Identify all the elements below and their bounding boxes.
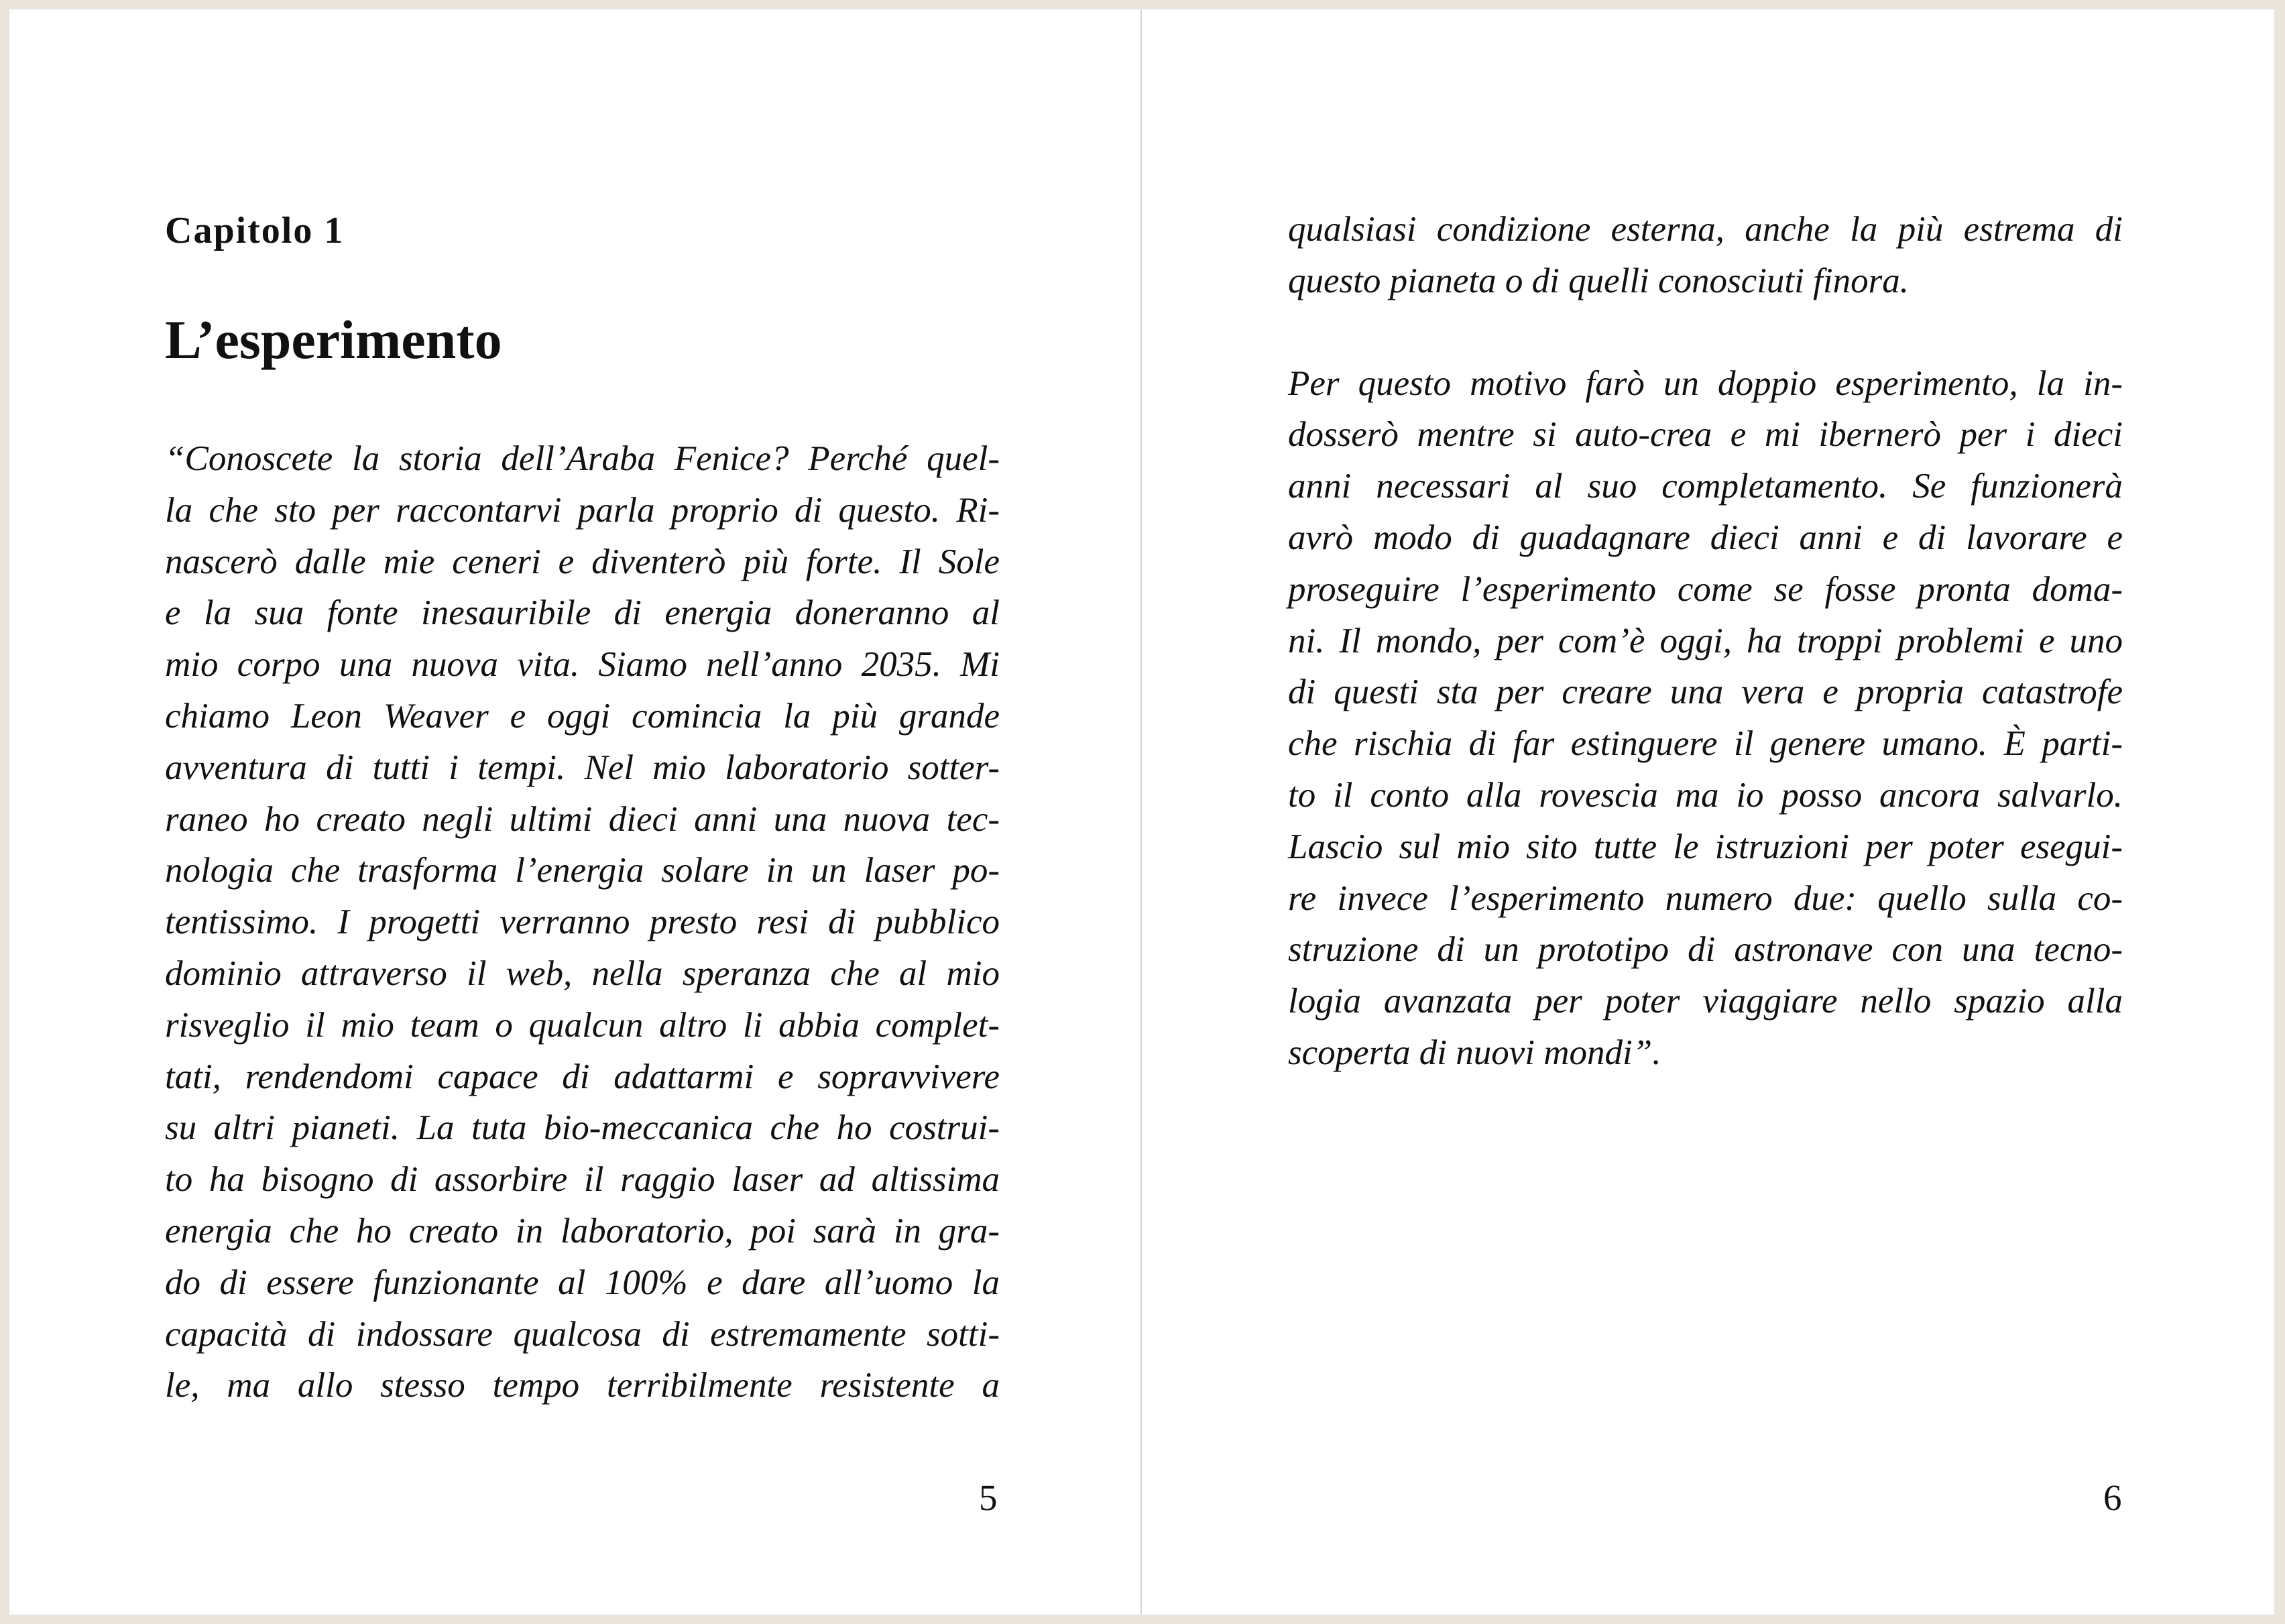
page-number: 5 <box>979 1477 998 1518</box>
text-line: dosserò mentre si auto-crea e mi ibernerò per i dieci <box>1288 415 2123 455</box>
text-line: avventura di tutti i tempi. Nel mio laboratorio sotter- <box>165 748 1000 787</box>
text-line: dominio attraverso il web, nella speranza che al mio <box>165 953 1000 993</box>
right-paragraph-2 <box>1288 358 2123 1079</box>
text-line: to ha bisogno di assorbire il raggio laser ad altissima <box>165 1160 1000 1200</box>
text-line: capacità di indossare qualcosa di estremamente sotti- <box>165 1314 1000 1354</box>
text-line: “Conoscete la storia dell’Araba Fenice? Perché quel- <box>165 439 1000 478</box>
text-line: energia che ho creato in laboratorio, poi sarà in gra- <box>165 1211 1000 1251</box>
text-line: di questi sta per creare una vera e propria catastrofe <box>1288 673 2123 712</box>
text-line: nascerò dalle mie ceneri e diventerò più forte. Il Sole <box>165 542 1000 581</box>
left-body-text <box>165 433 1000 1411</box>
left-page-content <box>165 204 1000 1411</box>
left-page <box>9 9 1142 1615</box>
text-line: le, ma allo stesso tempo terribilmente resistente a <box>165 1366 1000 1405</box>
text-line: avrò modo di guadagnare dieci anni e di lavorare e <box>1288 518 2123 557</box>
text-line: to il conto alla rovescia ma io posso ancora salvarlo. <box>1288 775 2123 815</box>
right-page <box>1142 9 2274 1615</box>
text-line: Per questo motivo farò un doppio esperimento, la in- <box>1288 363 2123 403</box>
text-line: la che sto per raccontarvi parla proprio di questo. Ri- <box>165 490 1000 530</box>
text-line: do di essere funzionante al 100% e dare all’uomo la <box>165 1263 1000 1302</box>
text-line: tentissimo. I progetti verranno presto resi di pubblico <box>165 903 1000 942</box>
text-line: nologia che trasforma l’energia solare in un laser po- <box>165 851 1000 890</box>
text-line: proseguire l’esperimento come se fosse pronta doma- <box>1288 569 2123 609</box>
chapter-label: Capitolo 1 <box>165 210 345 251</box>
right-paragraph-1 <box>1288 204 2123 307</box>
text-line: questo pianeta o di quelli conosciuti finora. <box>1288 261 1909 300</box>
text-line: tati, rendendomi capace di adattarmi e sopravvivere <box>165 1057 1000 1096</box>
text-line: anni necessari al suo completamento. Se funzionerà <box>1288 467 2123 506</box>
text-line: risveglio il mio team o qualcun altro li abbia complet- <box>165 1005 1000 1045</box>
book-spread <box>9 9 2274 1615</box>
text-line: re invece l’esperimento numero due: quello sulla co- <box>1288 878 2123 918</box>
text-line: qualsiasi condizione esterna, anche la più estrema di <box>1288 210 2123 249</box>
page-number: 6 <box>2103 1477 2122 1518</box>
right-page-content <box>1288 204 2123 1079</box>
text-line: Lascio sul mio sito tutte le istruzioni per poter esegui- <box>1288 827 2123 866</box>
chapter-title: L’esperimento <box>165 309 502 370</box>
text-line: ni. Il mondo, per com’è oggi, ha troppi problemi e uno <box>1288 621 2123 660</box>
text-line: struzione di un prototipo di astronave con una tecno- <box>1288 930 2123 970</box>
text-line: logia avanzata per poter viaggiare nello spazio alla <box>1288 982 2123 1021</box>
text-line: su altri pianeti. La tuta bio-meccanica che ho costrui- <box>165 1108 1000 1148</box>
text-line: che rischia di far estinguere il genere umano. È parti- <box>1288 724 2123 764</box>
text-line: raneo ho creato negli ultimi dieci anni una nuova tec- <box>165 799 1000 839</box>
text-line: mio corpo una nuova vita. Siamo nell’anno 2035. Mi <box>165 645 1000 685</box>
text-line: scoperta di nuovi mondi”. <box>1288 1033 1661 1072</box>
text-line: e la sua fonte inesauribile di energia doneranno al <box>165 593 1000 633</box>
text-line: chiamo Leon Weaver e oggi comincia la più grande <box>165 696 1000 736</box>
